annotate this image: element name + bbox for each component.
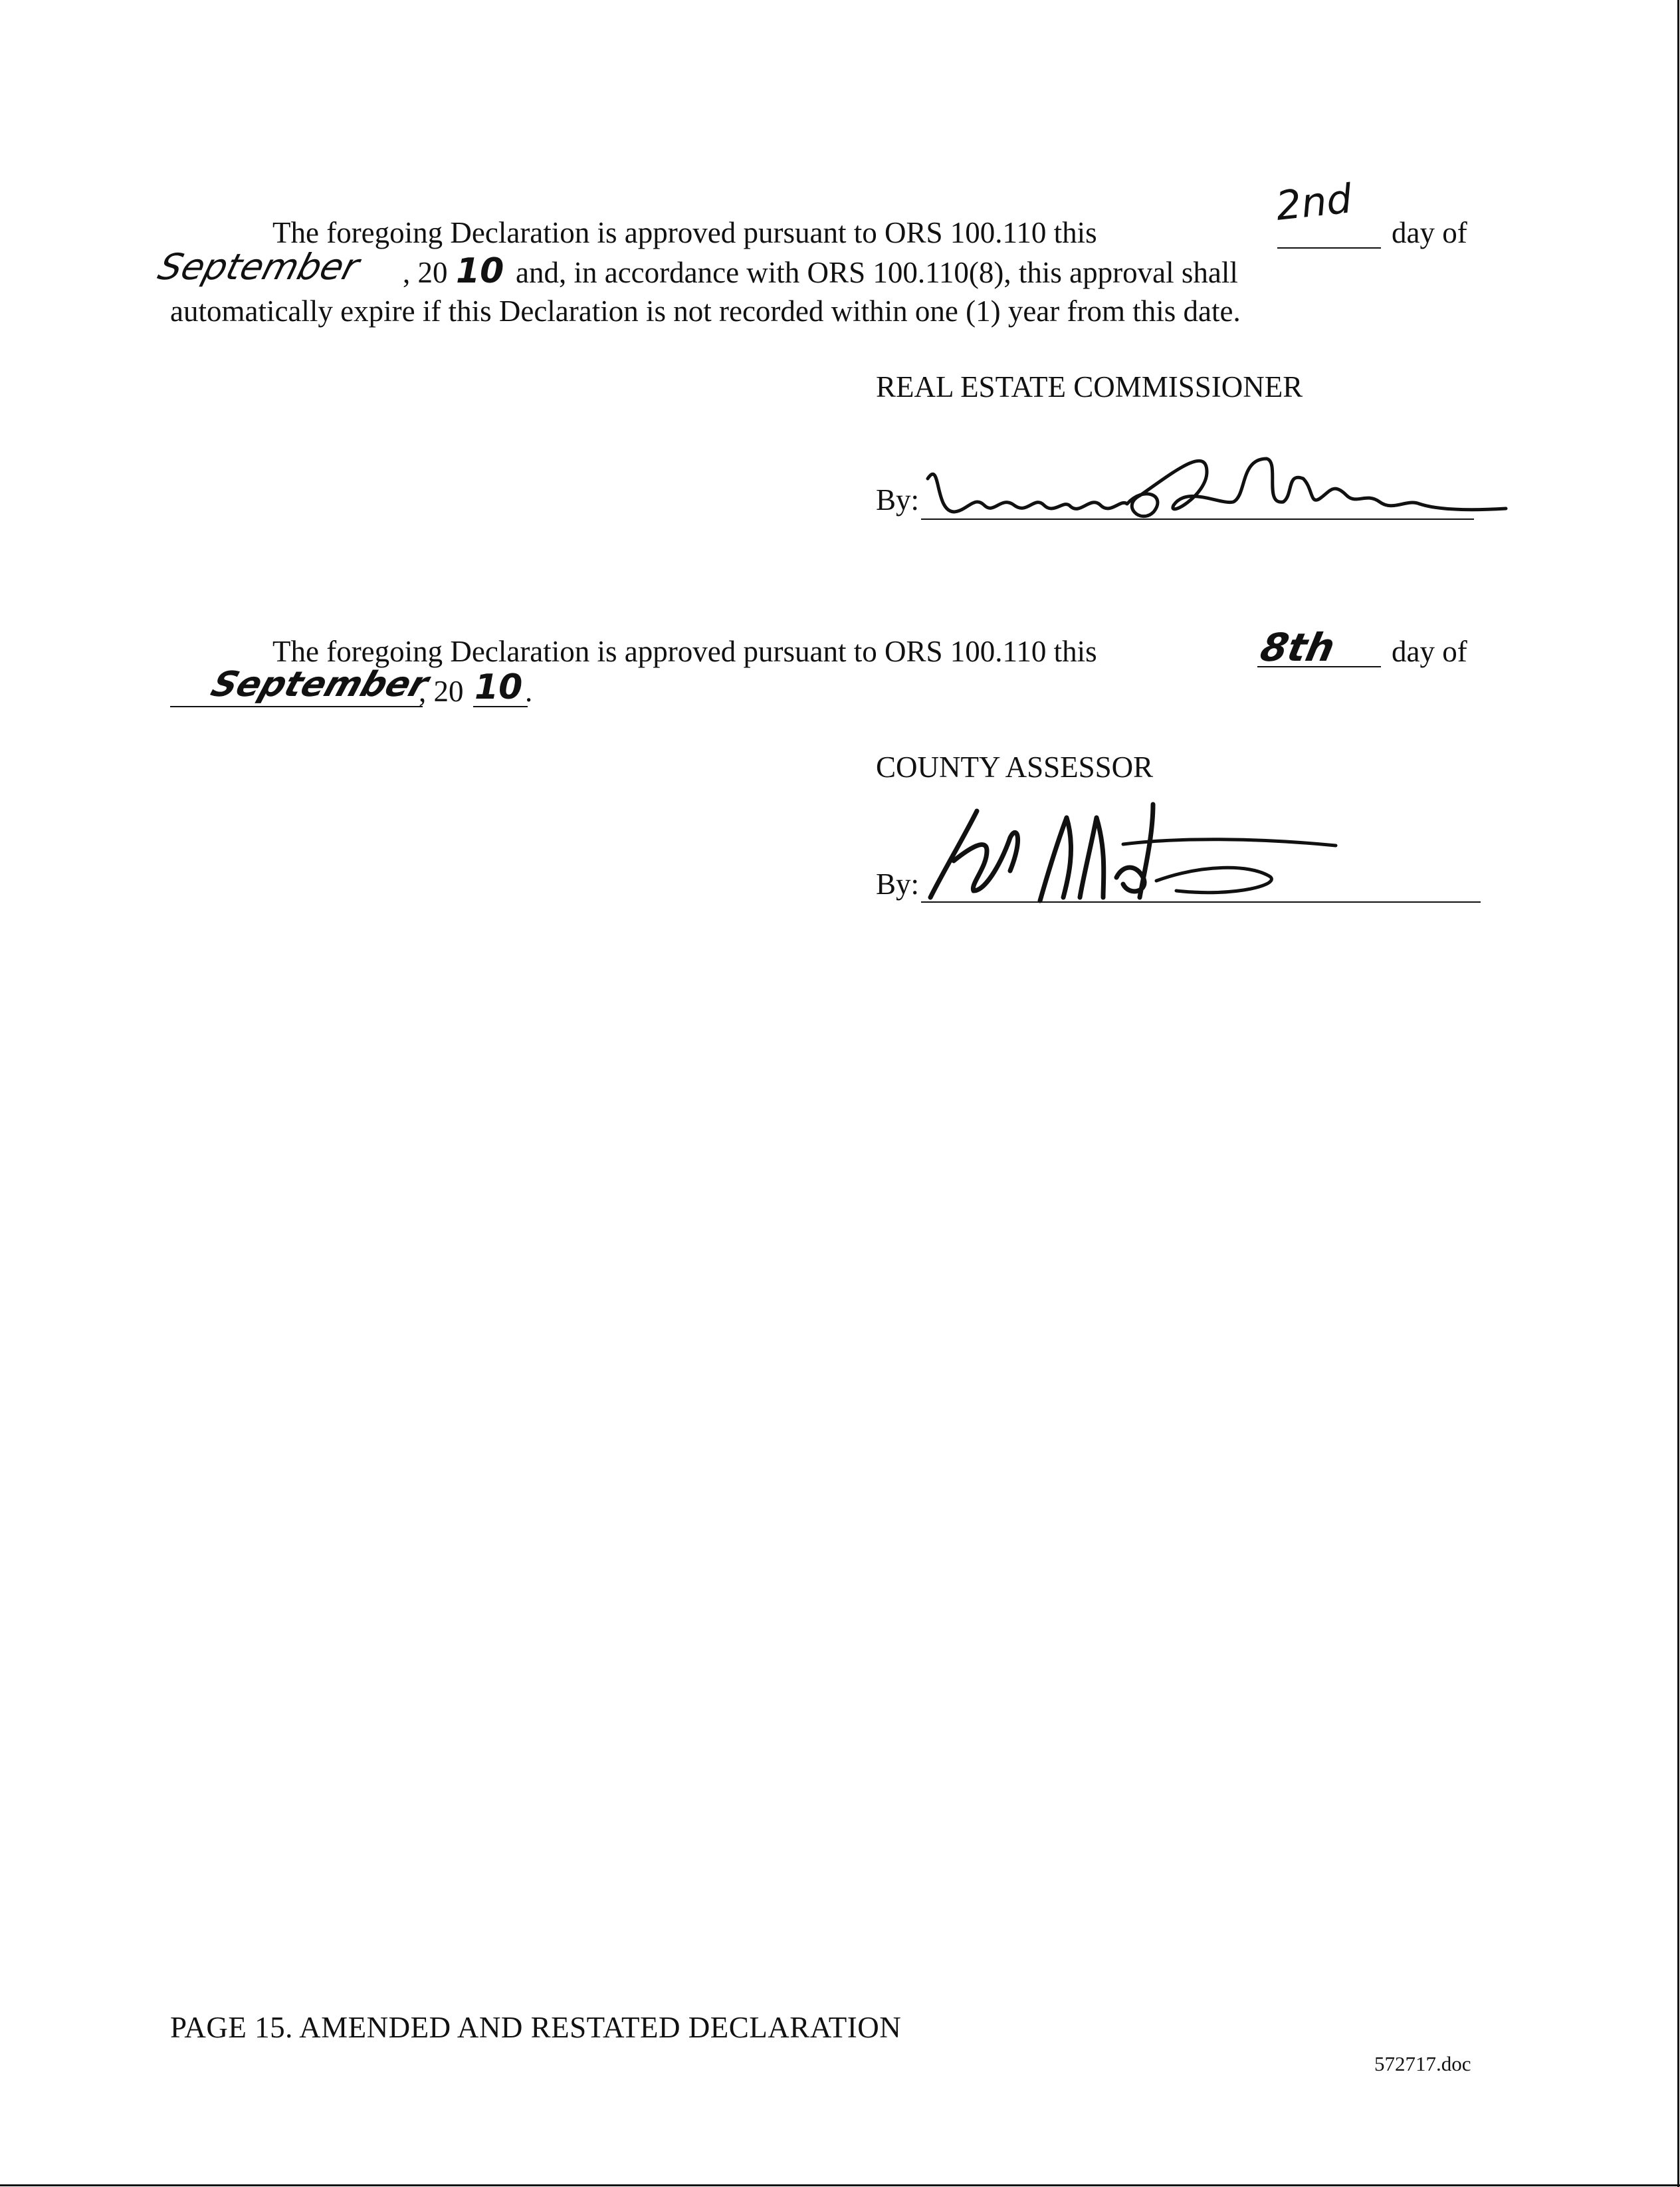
assessor-signature	[924, 798, 1349, 911]
approval2-year-prefix: , 20	[419, 675, 464, 708]
scan-edge-right	[1677, 0, 1679, 2187]
approval2-month-handwritten: September	[206, 665, 434, 705]
commissioner-title: REAL ESTATE COMMISSIONER	[876, 370, 1303, 403]
approval2-year-suffix: .	[525, 675, 533, 708]
commissioner-by-label: By:	[876, 483, 920, 517]
approval1-day-of: day of	[1392, 216, 1467, 249]
document-id: 572717.doc	[1374, 2052, 1471, 2075]
page-footer-label: PAGE 15. AMENDED AND RESTATED DECLARATION	[170, 2011, 902, 2044]
commissioner-signature	[921, 432, 1519, 532]
approval1-year-prefix: , 20	[403, 256, 448, 289]
approval1-month-handwritten: September	[154, 246, 364, 288]
approval1-line1	[272, 213, 1097, 253]
approval1-day-handwritten: 2nd	[1273, 175, 1354, 230]
approval2-line1-text: The foregoing Declaration is approved pursuant to ORS 100.110 this	[272, 635, 1097, 668]
assessor-title: COUNTY ASSESSOR	[876, 750, 1154, 784]
approval2-day-of: day of	[1392, 635, 1467, 668]
scan-edge-bottom	[0, 2184, 1680, 2186]
approval1-year-handwritten: 10	[456, 251, 504, 291]
approval2-year-handwritten: 10	[474, 667, 523, 707]
approval1-line2-text: and, in accordance with ORS 100.110(8), this approval shall	[516, 256, 1238, 289]
approval1-line2	[516, 253, 1481, 292]
approval1-line1-text: The foregoing Declaration is approved pursuant to ORS 100.110 this	[272, 216, 1097, 249]
assessor-by-label: By:	[876, 867, 920, 901]
approval1-line3: automatically expire if this Declaration is not recorded within one (1) year from this date.	[170, 294, 1241, 328]
approval2-day-handwritten: 8th	[1256, 625, 1339, 670]
